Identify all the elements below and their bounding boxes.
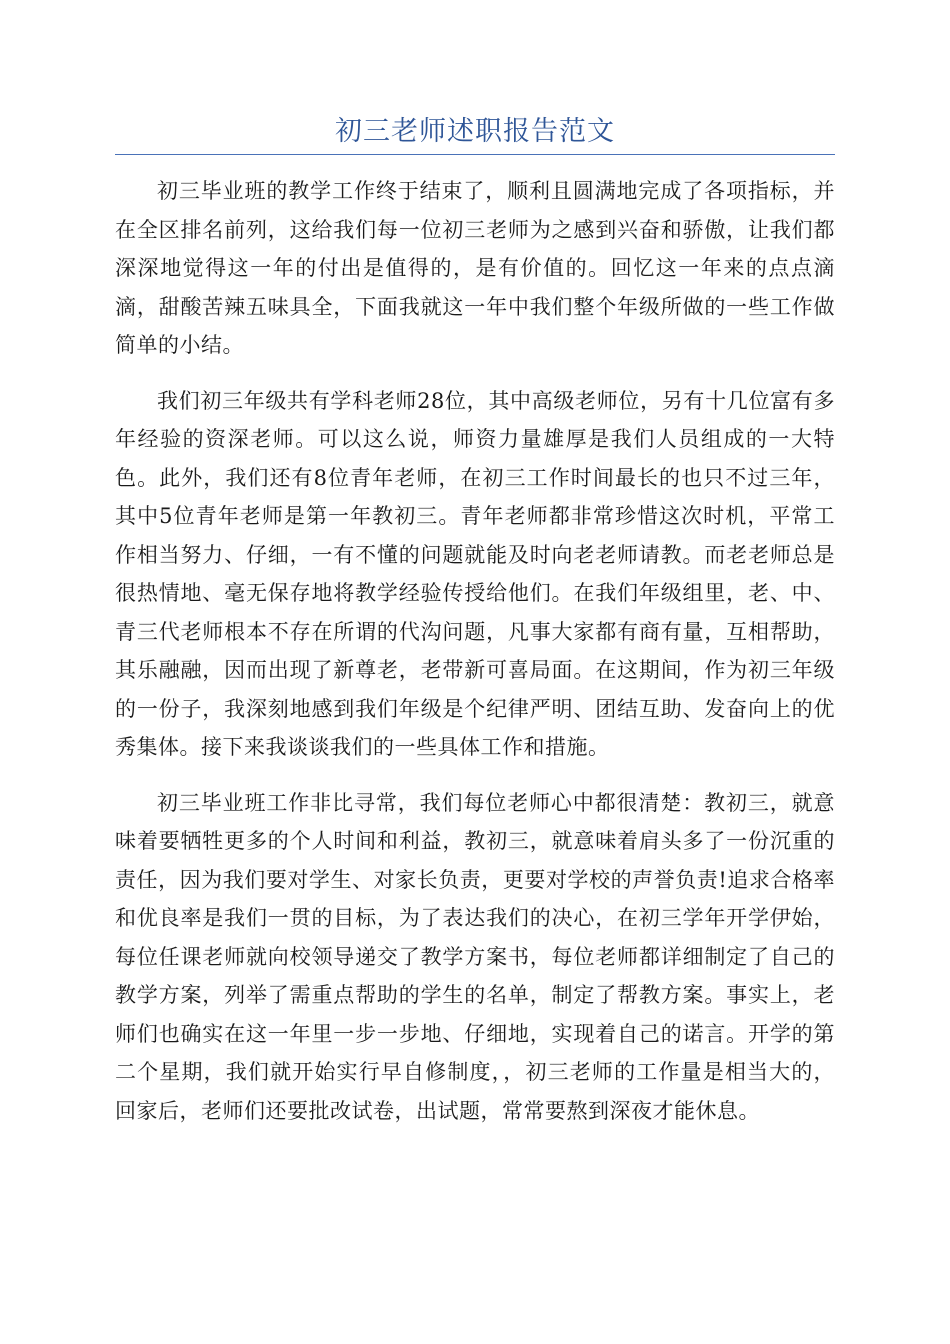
document-body [115,172,835,1147]
paragraph-1: 初三毕业班的教学工作终于结束了，顺利且圆满地完成了各项指标，并在全区排名前列，这给我们每一位初三老师为之感到兴奋和骄傲，让我们都深深地觉得这一年的付出是值得的，是有价值的。回忆这一年来的点点滴滴，甜酸苦辣五味具全，下面我就这一年中我们整个年级所做的一些工作做简单的小结。 [115,179,835,357]
document-title: 初三老师述职报告范文 [335,116,615,147]
title-underline [115,154,835,155]
paragraph-2: 我们初三年级共有学科老师28位，其中高级老师位，另有十几位富有多年经验的资深老师。可以这么说，师资力量雄厚是我们人员组成的一大特色。此外，我们还有8位青年老师，在初三工作时间最长的也只不过三年，其中5位青年老师是第一年教初三。青年老师都非常珍惜这次时机，平常工作相当努力、仔细，一有不懂的问题就能及时向老老师请教。而老老师总是很热情地、毫无保存地将教学经验传授给他们。在我们年级组里，老、中、青三代老师根本不存在所谓的代沟问题，凡事大家都有商有量，互相帮助，其乐融融，因而出现了新尊老，老带新可喜局面。在这期间，作为初三年级的一份子，我深刻地感到我们年级是个纪律严明、团结互助、发奋向上的优秀集体。接下来我谈谈我们的一些具体工作和措施。 [115,388,835,759]
paragraph-3: 初三毕业班工作非比寻常，我们每位老师心中都很清楚：教初三，就意味着要牺牲更多的个人时间和利益，教初三，就意味着肩头多了一份沉重的责任，因为我们要对学生、对家长负责，更要对学校的声誉负责!追求合格率和优良率是我们一贯的目标，为了表达我们的决心，在初三学年开学伊始，每位任课老师就向校领导递交了教学方案书，每位老师都详细制定了自己的教学方案，列举了需重点帮助的学生的名单，制定了帮教方案。事实上，老师们也确实在这一年里一步一步地、仔细地，实现着自己的诺言。开学的第二个星期，我们就开始实行早自修制度，，初三老师的工作量是相当大的，回家后，老师们还要批改试卷，出试题，常常要熬到深夜才能休息。 [115,790,835,1123]
